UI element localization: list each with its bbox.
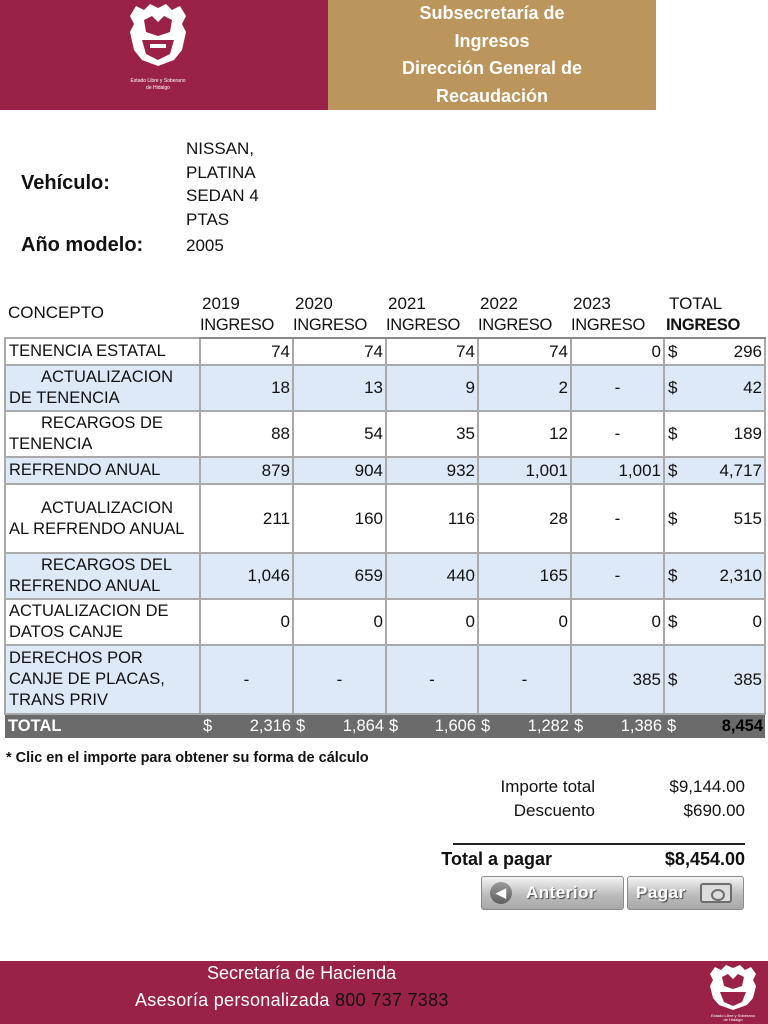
summary-divider <box>453 843 745 845</box>
concept-cell: ACTUALIZACION DE DATOS CANJE <box>5 599 200 645</box>
concept-cell: ACTUALIZACION AL REFRENDO ANUAL <box>5 484 200 553</box>
amount-cell[interactable]: 12 <box>478 411 571 457</box>
concept-cell: TENENCIA ESTATAL <box>5 338 200 365</box>
amount-cell[interactable]: 1,001 <box>478 457 571 484</box>
year-total-value: 2,316 <box>249 717 291 735</box>
vehiculo-line: PTAS <box>186 209 230 229</box>
amount-cell[interactable]: 879 <box>200 457 293 484</box>
svg-text:Estado Libre y Soberano: Estado Libre y Soberano <box>130 78 186 84</box>
footer-asesoria <box>135 990 449 1011</box>
concept-cell: RECARGOS DE TENENCIA <box>5 411 200 457</box>
amount-cell[interactable]: 54 <box>293 411 386 457</box>
amount-cell[interactable]: 211 <box>200 484 293 553</box>
anterior-button[interactable] <box>481 876 624 910</box>
page-header <box>0 0 768 110</box>
amount-cell[interactable]: 0 <box>571 338 664 365</box>
amount-cell[interactable]: 74 <box>200 338 293 365</box>
amount-cell[interactable]: 116 <box>386 484 478 553</box>
year-total-value: 1,606 <box>434 717 476 735</box>
ingreso-total-subheader: INGRESO <box>664 314 765 338</box>
year-header: 2023 <box>573 294 611 313</box>
header-title-line: Subsecretaría de <box>419 3 565 23</box>
currency-symbol: $ <box>664 365 686 411</box>
amount-cell[interactable]: 74 <box>386 338 478 365</box>
row-total-cell[interactable]: 2,310 <box>686 553 765 599</box>
concept-cell: REFRENDO ANUAL <box>5 457 200 484</box>
amount-cell[interactable]: - <box>571 365 664 411</box>
grand-total-value[interactable]: 8,454 <box>686 714 765 738</box>
amount-cell[interactable]: 165 <box>478 553 571 599</box>
total-cell[interactable] <box>478 714 571 738</box>
amount-cell[interactable]: - <box>200 645 293 714</box>
header-title <box>328 0 656 110</box>
hidalgo-logo-footer <box>704 964 762 1022</box>
ingreso-subheader: INGRESO <box>200 314 293 338</box>
currency-symbol: $ <box>664 714 686 738</box>
currency-symbol: $ <box>664 599 686 645</box>
amount-cell[interactable]: 0 <box>293 599 386 645</box>
table-row <box>5 338 765 365</box>
svg-text:de Hidalgo: de Hidalgo <box>723 1017 743 1022</box>
total-header: TOTAL <box>669 294 723 313</box>
currency-symbol: $ <box>574 717 584 735</box>
amount-cell[interactable]: 160 <box>293 484 386 553</box>
amount-cell[interactable]: 385 <box>571 645 664 714</box>
total-cell[interactable] <box>571 714 664 738</box>
vehiculo-label: Vehículo: <box>21 172 110 194</box>
currency-symbol: $ <box>664 338 686 365</box>
importe-total-label: Importe total <box>500 777 595 796</box>
row-total-cell[interactable]: 189 <box>686 411 765 457</box>
row-total-cell[interactable]: 385 <box>686 645 765 714</box>
currency-symbol: $ <box>203 717 213 735</box>
year-header: 2022 <box>480 294 518 313</box>
amount-cell[interactable]: 904 <box>293 457 386 484</box>
amount-cell[interactable]: 88 <box>200 411 293 457</box>
currency-symbol: $ <box>664 553 686 599</box>
amount-cell[interactable]: 18 <box>200 365 293 411</box>
amount-cell[interactable]: - <box>293 645 386 714</box>
concept-cell: RECARGOS DEL REFRENDO ANUAL <box>5 553 200 599</box>
amount-cell[interactable]: 440 <box>386 553 478 599</box>
total-cell[interactable] <box>293 714 386 738</box>
amount-cell[interactable]: - <box>571 553 664 599</box>
row-total-cell[interactable]: 4,717 <box>686 457 765 484</box>
amount-cell[interactable]: - <box>386 645 478 714</box>
ingreso-subheader: INGRESO <box>571 314 664 338</box>
year-header: 2020 <box>295 294 333 313</box>
calculation-note: * Clic en el importe para obtener su forma de cálculo <box>6 750 369 766</box>
amount-cell[interactable]: 9 <box>386 365 478 411</box>
amount-cell[interactable]: 74 <box>293 338 386 365</box>
amount-cell[interactable]: 0 <box>386 599 478 645</box>
pagar-button[interactable] <box>627 876 744 910</box>
descuento-label: Descuento <box>513 801 595 820</box>
currency-symbol: $ <box>481 717 491 735</box>
vehiculo-line: PLATINA <box>186 162 256 182</box>
row-total-cell[interactable]: 42 <box>686 365 765 411</box>
amount-cell[interactable]: 74 <box>478 338 571 365</box>
ingreso-subheader: INGRESO <box>478 314 571 338</box>
year-total-value: 1,386 <box>620 717 662 735</box>
row-total-cell[interactable]: 296 <box>686 338 765 365</box>
descuento-value: $690.00 <box>683 801 745 820</box>
ingreso-subheader: INGRESO <box>293 314 386 338</box>
header-left-band <box>0 0 328 110</box>
footer-secretaria: Secretaría de Hacienda <box>207 963 397 983</box>
currency-symbol: $ <box>664 645 686 714</box>
anterior-button-label: Anterior <box>526 883 597 902</box>
year-total-value: 1,864 <box>342 717 384 735</box>
total-a-pagar-label: Total a pagar <box>441 849 552 869</box>
amount-cell[interactable]: 0 <box>571 599 664 645</box>
table-row <box>5 457 765 484</box>
amount-cell[interactable]: - <box>571 411 664 457</box>
header-title-line: Dirección General de <box>401 58 583 78</box>
header-title-line: Ingresos <box>454 30 530 51</box>
importe-total-value: $9,144.00 <box>669 777 745 796</box>
concept-cell: ACTUALIZACION DE TENENCIA <box>5 365 200 411</box>
vehiculo-value <box>186 137 259 231</box>
amount-cell[interactable]: 35 <box>386 411 478 457</box>
amount-cell[interactable]: - <box>571 484 664 553</box>
back-arrow-icon: ◀ <box>490 882 512 904</box>
tax-table <box>4 288 766 738</box>
total-cell[interactable] <box>386 714 478 738</box>
total-label: TOTAL <box>5 714 200 738</box>
year-total-value: 1,282 <box>527 717 569 735</box>
footer-asesoria-label: Asesoría personalizada <box>135 990 330 1010</box>
amount-cell[interactable]: 1,046 <box>200 553 293 599</box>
anio-modelo-value: 2005 <box>186 236 224 255</box>
total-a-pagar-value: $8,454.00 <box>664 849 745 869</box>
concepto-header: CONCEPTO <box>8 302 105 322</box>
pagar-button-label: Pagar <box>636 883 686 902</box>
year-header: 2019 <box>202 294 240 313</box>
table-row <box>5 365 765 411</box>
year-header: 2021 <box>388 294 426 313</box>
table-row <box>5 553 765 599</box>
table-row <box>5 411 765 457</box>
header-title-line: Recaudación <box>435 85 549 106</box>
amount-cell[interactable]: 0 <box>478 599 571 645</box>
row-total-cell[interactable]: 515 <box>686 484 765 553</box>
table-row <box>5 645 765 714</box>
hidalgo-logo <box>122 2 194 96</box>
currency-symbol: $ <box>664 411 686 457</box>
anio-modelo-label: Año modelo: <box>21 234 144 256</box>
row-total-cell[interactable]: 0 <box>686 599 765 645</box>
table-row <box>5 484 765 553</box>
vehiculo-line: SEDAN 4 <box>186 186 259 205</box>
svg-text:Estado Libre y Soberano: Estado Libre y Soberano <box>710 1013 756 1018</box>
currency-symbol: $ <box>296 717 306 735</box>
currency-symbol: $ <box>664 457 686 484</box>
currency-symbol: $ <box>664 484 686 553</box>
table-row <box>5 599 765 645</box>
amount-cell[interactable]: 0 <box>200 599 293 645</box>
ingreso-subheader: INGRESO <box>386 314 478 338</box>
concept-cell: DERECHOS POR CANJE DE PLACAS, TRANS PRIV <box>5 645 200 714</box>
amount-cell[interactable]: 1,001 <box>571 457 664 484</box>
svg-text:de Hidalgo: de Hidalgo <box>146 85 170 91</box>
vehiculo-line: NISSAN, <box>186 139 255 158</box>
amount-cell[interactable]: 13 <box>293 365 386 411</box>
amount-cell[interactable]: 932 <box>386 457 478 484</box>
total-row <box>5 714 765 738</box>
amount-cell[interactable]: 659 <box>293 553 386 599</box>
currency-symbol: $ <box>389 717 399 735</box>
payment-card-icon <box>700 883 732 903</box>
total-cell[interactable] <box>200 714 293 738</box>
amount-cell[interactable]: - <box>478 645 571 714</box>
amount-cell[interactable]: 28 <box>478 484 571 553</box>
footer-phone[interactable]: 800 737 7383 <box>335 990 449 1010</box>
amount-cell[interactable]: 2 <box>478 365 571 411</box>
